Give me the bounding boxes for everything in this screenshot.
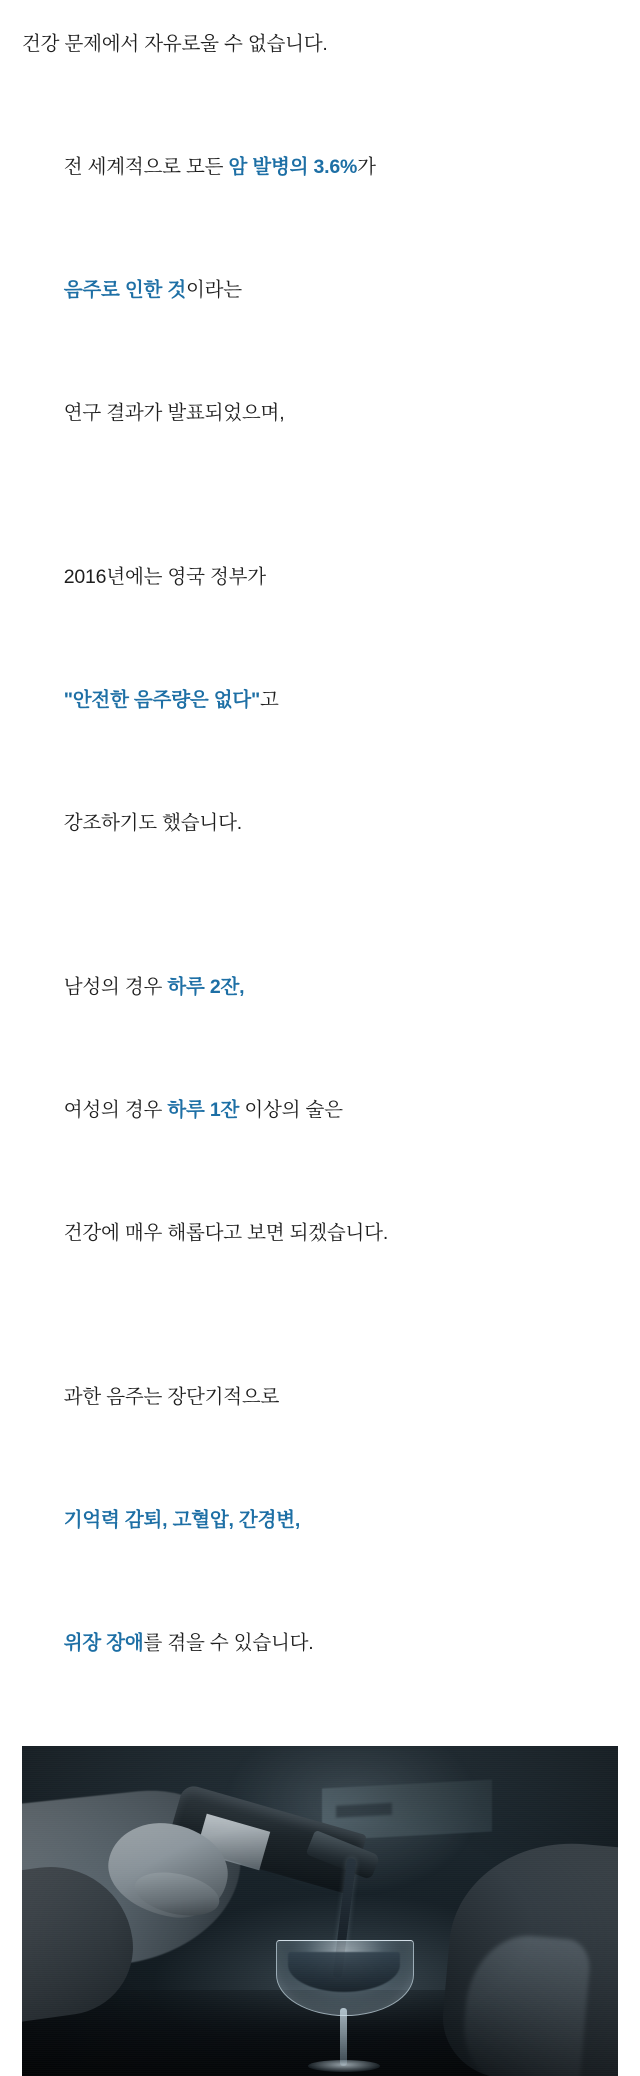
- paragraph-gap: [22, 65, 618, 106]
- paragraph-gap: [22, 1295, 618, 1336]
- text-run: 이라는: [186, 279, 242, 301]
- text-line: [22, 1172, 618, 1295]
- text-line: [22, 106, 618, 229]
- text-run: 고: [260, 689, 279, 711]
- highlight-run: 하루 1잔: [167, 1099, 240, 1121]
- text-line: [22, 24, 618, 65]
- photo-grain: [22, 1746, 618, 2076]
- text-line: [22, 352, 618, 475]
- text-line: [22, 229, 618, 352]
- figure-gap: [0, 1705, 640, 1746]
- highlight-run: 위장 장애: [63, 1632, 144, 1654]
- text-run: 연구 결과가 발표되었으며,: [63, 402, 285, 424]
- text-run: 전 세계적으로 모든: [63, 156, 229, 178]
- text-run: 이상의 술은: [239, 1099, 343, 1121]
- paragraph-drink-limits: [22, 926, 618, 1295]
- text-run: 여성의 경우: [63, 1099, 168, 1121]
- text-run: 과한 음주는 장단기적으로: [63, 1386, 280, 1408]
- text-line: [22, 926, 618, 1049]
- highlight-run: "안전한 음주량은 없다": [63, 689, 261, 711]
- text-line: [22, 1049, 618, 1172]
- text-line: [22, 1459, 618, 1582]
- text-line: [22, 1336, 618, 1459]
- highlight-run: 하루 2잔,: [167, 976, 245, 998]
- text-run: 강조하기도 했습니다.: [63, 812, 242, 834]
- photo-icon: [22, 1746, 618, 2076]
- paragraph-risks: [22, 1336, 618, 1705]
- paragraph-cancer-stat: [22, 106, 618, 475]
- text-run: 를 겪을 수 있습니다.: [143, 1632, 314, 1654]
- text-line: [22, 1582, 618, 1705]
- highlight-run: 음주로 인한 것: [63, 279, 187, 301]
- paragraph-uk-2016: [22, 516, 618, 885]
- highlight-run: 기억력 감퇴, 고혈압, 간경변,: [63, 1509, 301, 1531]
- paragraph-health: [22, 20, 618, 65]
- highlight-run: 암 발병의 3.6%: [228, 156, 358, 178]
- text-line: [22, 762, 618, 885]
- text-run: 건강 문제에서 자유로울 수 없습니다.: [22, 33, 328, 55]
- text-line: [22, 639, 618, 762]
- article-figure: [0, 1746, 640, 2076]
- text-run: 2016년에는 영국 정부가: [63, 566, 266, 588]
- text-run: 남성의 경우: [63, 976, 168, 998]
- text-run: 건강에 매우 해롭다고 보면 되겠습니다.: [63, 1222, 389, 1244]
- text-line: [22, 516, 618, 639]
- top-spacer: [22, 0, 618, 20]
- text-run: 가: [357, 156, 376, 178]
- paragraph-gap: [22, 885, 618, 926]
- paragraph-gap: [22, 475, 618, 516]
